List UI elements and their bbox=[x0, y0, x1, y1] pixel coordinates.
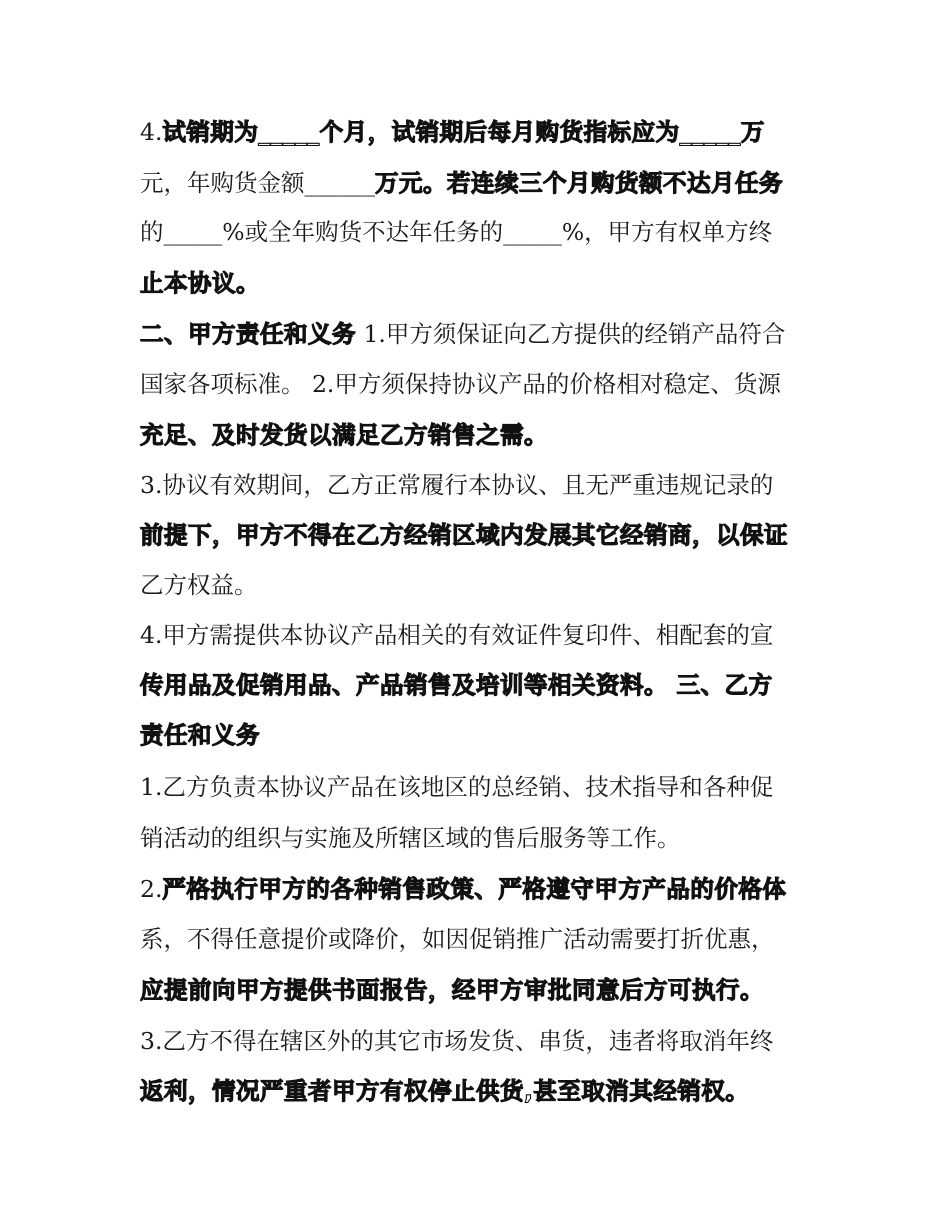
text-line bbox=[140, 163, 783, 203]
text-segment: 系，不得任意提价或降价，如因促销推广活动需要打折优惠， bbox=[140, 925, 775, 953]
text-line bbox=[140, 112, 765, 152]
text-line bbox=[140, 1071, 749, 1111]
text-segment: 销活动的组织与实施及所辖区域的售后服务等工作。 bbox=[140, 824, 681, 852]
text-line bbox=[140, 465, 773, 505]
text-line bbox=[140, 818, 681, 858]
text-segment: 4.甲方需提供本协议产品相关的有效证件复印件、相配套的宣 bbox=[140, 621, 774, 649]
text-segment: 3.乙方不得在辖区外的其它市场发货、串货，违者将取消年终 bbox=[140, 1027, 774, 1055]
text-segment-outlined: 严格执行甲方的各种销售政策、严格遵守甲方产品的价格体 bbox=[162, 875, 787, 903]
text-segment: 国家各项标准。 2.甲方须保持协议产品的价格相对稳定、货源 bbox=[140, 370, 781, 398]
text-segment: 1.甲方须保证向乙方提供的经销产品符合 bbox=[356, 320, 786, 348]
text-line bbox=[140, 715, 260, 755]
section-heading: 责任和义务 bbox=[140, 721, 260, 749]
text-line bbox=[140, 314, 785, 354]
section-heading: 二、甲方责任和义务 bbox=[140, 320, 356, 348]
text-line bbox=[140, 1021, 773, 1061]
text-segment-outlined: 传用品及促销用品、产品销售及培训等相关资料。 三、乙方 bbox=[140, 671, 773, 699]
text-line bbox=[140, 212, 772, 252]
text-segment: 3.协议有效期间，乙方正常履行本协议、且无严重违规记录的 bbox=[140, 471, 774, 499]
text-line bbox=[140, 970, 764, 1010]
text-line bbox=[140, 767, 773, 807]
text-segment: 4. bbox=[140, 118, 163, 146]
text-line bbox=[140, 415, 548, 455]
text-segment: 2. bbox=[140, 875, 163, 903]
text-segment: 1.乙方负责本协议产品在该地区的总经销、技术指导和各种促 bbox=[140, 773, 774, 801]
text-line bbox=[140, 263, 260, 303]
text-segment: 乙方权益。 bbox=[140, 571, 258, 599]
text-line bbox=[140, 364, 781, 404]
text-segment: 的_____%或全年购货不达年任务的_____%，甲方有权单方终 bbox=[140, 218, 773, 246]
text-line bbox=[140, 665, 773, 705]
text-segment-outlined: 前提下，甲方不得在乙方经销区域内发展其它经销商，以保证 bbox=[140, 521, 788, 549]
text-segment-outlined: 试销期为_____个月，试销期后每月购货指标应为_____万 bbox=[162, 118, 765, 146]
text-line bbox=[140, 565, 258, 605]
text-segment-outlined: 万元。若连续三个月购货额不达月任务 bbox=[375, 169, 783, 197]
text-segment: 元，年购货金额______ bbox=[140, 169, 375, 197]
text-line bbox=[140, 919, 775, 959]
text-segment-outlined: 返利，情况严重者甲方有权停止供货,甚至取消其经销权。 bbox=[140, 1077, 750, 1105]
text-segment-outlined: 应提前向甲方提供书面报告，经甲方审批同意后方可执行。 bbox=[140, 976, 764, 1004]
text-segment-outlined: 止本协议。 bbox=[140, 269, 260, 297]
text-line bbox=[140, 869, 786, 909]
text-segment-outlined: 充足、及时发货以满足乙方销售之需。 bbox=[140, 421, 548, 449]
text-line bbox=[140, 515, 788, 555]
text-line bbox=[140, 615, 773, 655]
